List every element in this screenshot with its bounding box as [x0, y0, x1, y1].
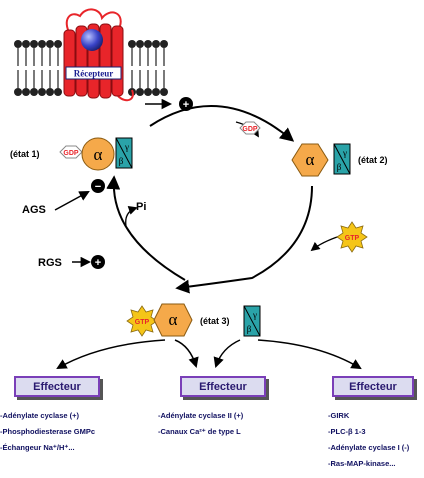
svg-text:GTP: GTP	[344, 235, 360, 242]
effector-list-2	[158, 408, 243, 440]
receptor	[64, 9, 133, 100]
state3-active	[127, 304, 260, 336]
pi-label: Pi	[136, 201, 147, 213]
svg-text:β: β	[336, 162, 342, 172]
svg-text:α: α	[305, 150, 315, 169]
svg-text:α: α	[168, 310, 178, 329]
effector-1-item: -Échangeur Na⁺/H⁺...	[0, 443, 75, 452]
ligand	[81, 29, 103, 51]
effector-1-item: -Phosphodiesterase GMPc	[0, 427, 96, 436]
effector-box-2: Effecteur	[180, 376, 266, 397]
effector-arrows	[58, 340, 360, 368]
state2-label: (état 2)	[358, 155, 388, 165]
effector-2-item: -Adénylate cyclase II (+)	[158, 411, 244, 420]
receptor-label: Récepteur	[73, 68, 114, 79]
svg-text:+: +	[182, 99, 190, 111]
effector-3-item: -GIRK	[328, 411, 350, 420]
effector-1-item: -Adénylate cyclase (+)	[0, 411, 79, 420]
effector-3-item: -PLC-β 1-3	[328, 427, 366, 436]
ags-label: AGS	[22, 204, 46, 216]
state1-heterotrimer	[60, 138, 132, 170]
effector-2-item: -Canaux Ca²⁺ de type L	[158, 427, 241, 436]
state3-label: (état 3)	[200, 316, 230, 326]
svg-text:GDP: GDP	[242, 126, 258, 133]
svg-text:α: α	[93, 145, 103, 164]
effector-box-1: Effecteur	[14, 376, 100, 397]
state1-label: (état 1)	[10, 149, 40, 159]
svg-text:−: −	[94, 181, 102, 193]
svg-text:β: β	[118, 156, 124, 166]
effector-list-3	[328, 408, 409, 472]
svg-text:γ: γ	[125, 142, 129, 152]
svg-text:γ: γ	[253, 310, 257, 320]
effector-list-1	[0, 408, 95, 456]
rgs-label: RGS	[38, 257, 62, 269]
svg-text:+: +	[94, 257, 102, 269]
gtp-incoming	[337, 222, 367, 252]
svg-text:γ: γ	[343, 148, 347, 158]
effector-box-3: Effecteur	[332, 376, 414, 397]
ags-arrow	[55, 192, 88, 210]
svg-text:β: β	[246, 324, 252, 334]
effector-3-item: -Ras-MAP-kinase...	[328, 459, 396, 468]
effector-3-item: -Adénylate cyclase I (-)	[328, 443, 410, 452]
svg-text:GDP: GDP	[63, 150, 79, 157]
state2-dissociated	[292, 144, 350, 176]
cycle-arrows	[114, 106, 340, 288]
svg-text:GTP: GTP	[134, 319, 150, 326]
